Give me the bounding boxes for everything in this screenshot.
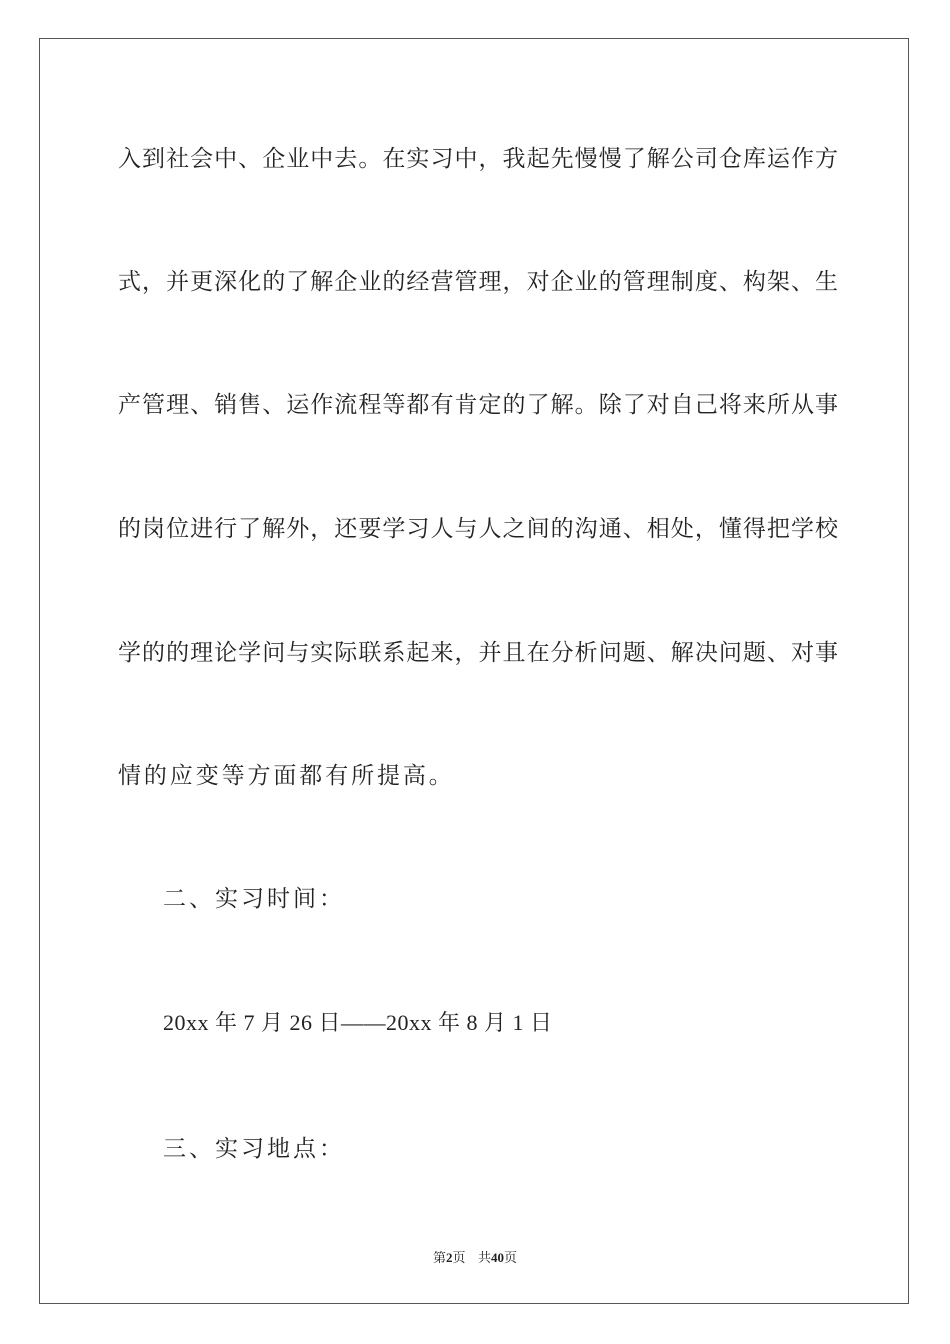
paragraph-line: 的岗位进行了解外，还要学习人与人之间的沟通、相处，懂得把学校 bbox=[118, 516, 838, 542]
paragraph-line: 学的的理论学问与实际联系起来，并且在分析问题、解决问题、对事 bbox=[118, 640, 838, 666]
footer-page-total: 40 bbox=[490, 1250, 504, 1265]
footer-page-prefix: 第 bbox=[433, 1251, 447, 1266]
footer-total-prefix: 共 bbox=[477, 1251, 491, 1266]
paragraph-line: 产管理、销售、运作流程等都有肯定的了解。除了对自己将来所从事 bbox=[118, 392, 838, 418]
page-border bbox=[39, 38, 909, 1304]
paragraph-line: 情的应变等方面都有所提高。 bbox=[118, 763, 455, 789]
section-heading-time: 二、实习时间： bbox=[163, 886, 345, 912]
section-heading-place: 三、实习地点： bbox=[163, 1136, 345, 1162]
date-range: 20xx 年 7 月 26 日——20xx 年 8 月 1 日 bbox=[163, 1010, 553, 1035]
footer-page-suffix: 页 bbox=[452, 1251, 466, 1266]
paragraph-line: 式，并更深化的了解企业的经营管理，对企业的管理制度、构架、生 bbox=[118, 269, 838, 295]
page-footer bbox=[0, 1247, 950, 1266]
footer-total-suffix: 页 bbox=[503, 1251, 517, 1266]
footer-page-current: 2 bbox=[446, 1250, 453, 1265]
paragraph-line: 入到社会中、企业中去。在实习中，我起先慢慢了解公司仓库运作方 bbox=[118, 146, 838, 172]
